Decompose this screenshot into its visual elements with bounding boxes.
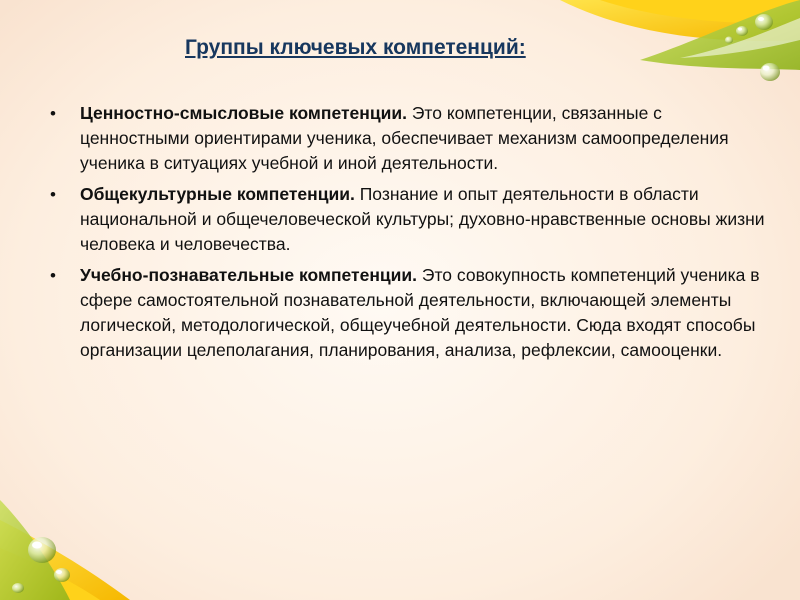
item-heading: Ценностно-смысловые компетенции. <box>80 103 407 123</box>
water-drop-icon <box>12 583 24 593</box>
top-right-swoosh <box>560 0 800 70</box>
water-drop-icon <box>760 63 780 81</box>
water-drop-icon <box>736 26 748 36</box>
list-item <box>46 263 766 363</box>
water-drop-icon <box>755 14 773 30</box>
bullet: • <box>50 185 56 204</box>
item-text: Это совокупность компетенций ученика в сфере самостоятельной познавательной деятельности, включающей элементы логической, методологической, общеучебной деятельности. Сюда входят способы организации целеполагания, планирования, анализа, рефлексии, самооценки. <box>80 265 760 360</box>
water-drop-icon <box>28 537 56 563</box>
list-item <box>46 101 766 176</box>
slide-title: Группы ключевых компетенций: <box>185 36 526 59</box>
bullet: • <box>50 104 56 123</box>
item-heading: Общекультурные компетенции. <box>80 184 355 204</box>
list-item <box>46 182 766 257</box>
competency-list <box>46 101 766 369</box>
item-text: Познание и опыт деятельности в области национальной и общечеловеческой культуры; духовно-нравственные основы жизни человека и человечества. <box>80 184 765 254</box>
water-drop-icon <box>54 568 70 582</box>
item-text: Это компетенции, связанные с ценностными ориентирами ученика, обеспечивает механизм самоопределения ученика в ситуациях учебной и иной деятельности. <box>80 103 729 173</box>
water-drop-icon <box>725 37 733 44</box>
item-heading: Учебно-познавательные компетенции. <box>80 265 418 285</box>
bullet: • <box>50 266 56 285</box>
